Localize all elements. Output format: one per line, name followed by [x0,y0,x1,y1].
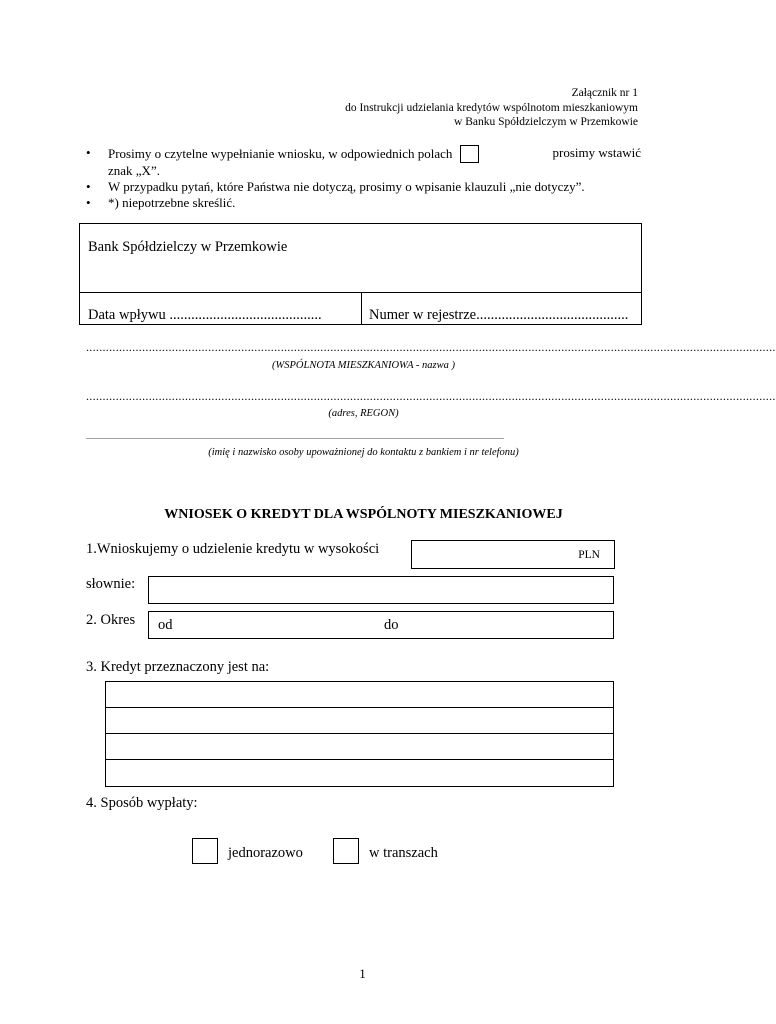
bullet-icon: • [86,179,91,194]
purpose-table [105,681,614,787]
purpose-row[interactable] [106,708,613,734]
header-line-3: w Banku Spółdzielczym w Przemkowie [454,116,638,128]
purpose-row[interactable] [106,760,613,785]
bullet-icon: • [86,145,91,160]
instruction-item-1 [86,145,641,179]
amount-in-words-label: słownie: [86,576,136,592]
instruction-item-3 [86,195,641,211]
payout-tranches-label: w transzach [369,845,438,861]
amount-input[interactable] [411,540,615,569]
example-checkbox-icon [460,145,479,163]
payout-once-label: jednorazowo [228,845,303,861]
contact-person-line[interactable]: ................................................................................................................................................................................................................. [86,432,504,441]
bank-name: Bank Spółdzielczy w Przemkowie [88,239,288,255]
currency-label: PLN [578,549,600,561]
payout-once-checkbox[interactable] [192,838,218,864]
period-input[interactable] [148,611,614,639]
period-from-label: od [158,617,173,633]
form-title: WNIOSEK O KREDYT DLA WSPÓLNOTY MIESZKANIOWEJ [164,507,563,522]
attachment-header [345,86,638,130]
instruction-2-text: W przypadku pytań, które Państwa nie dotyczą, prosimy o wpisanie klauzuli „nie dotyczy”. [108,179,585,194]
period-label: 2. Okres [86,612,136,628]
register-number-field[interactable]: Numer w rejestrze.......................................... [369,307,629,323]
community-name-line[interactable]: ................................................................................................................................................................................................................. [86,340,776,354]
purpose-label: 3. Kredyt przeznaczony jest na: [86,659,270,675]
bullet-icon: • [86,195,91,210]
amount-in-words-input[interactable] [148,576,614,604]
purpose-row[interactable] [106,682,613,708]
divider [361,292,362,324]
payout-method-label: 4. Sposób wypłaty: [86,795,198,811]
instruction-3-text: *) niepotrzebne skreślić. [108,195,236,210]
page-number: 1 [359,966,366,981]
instruction-item-2 [86,179,641,195]
address-caption: (adres, REGON) [328,408,399,419]
instruction-1-text: Prosimy o czytelne wypełnianie wniosku, w odpowiednich polach [108,146,453,161]
instruction-1-text-end: znak „X”. [108,163,160,178]
address-line[interactable]: ................................................................................................................................................................................................................. [86,389,776,403]
period-to-label: do [384,617,399,633]
amount-label: 1.Wnioskujemy o udzielenie kredytu w wysokości [86,541,380,557]
bank-registration-box [79,223,642,325]
community-name-caption: (WSPÓLNOTA MIESZKANIOWA - nazwa ) [271,360,456,371]
header-line-2: do Instrukcji udzielania kredytów wspólnotom mieszkaniowym [345,101,638,114]
instructions-list [86,145,641,211]
contact-person-caption: (imię i nazwisko osoby upoważnionej do kontaktu z bankiem i nr telefonu) [208,447,519,458]
purpose-row[interactable] [106,734,613,760]
instruction-1-text-cont: prosimy wstawić [552,145,641,160]
receipt-date-field[interactable]: Data wpływu .......................................... [88,307,322,323]
payout-tranches-checkbox[interactable] [333,838,359,864]
header-line-1: Załącznik nr 1 [571,87,638,99]
